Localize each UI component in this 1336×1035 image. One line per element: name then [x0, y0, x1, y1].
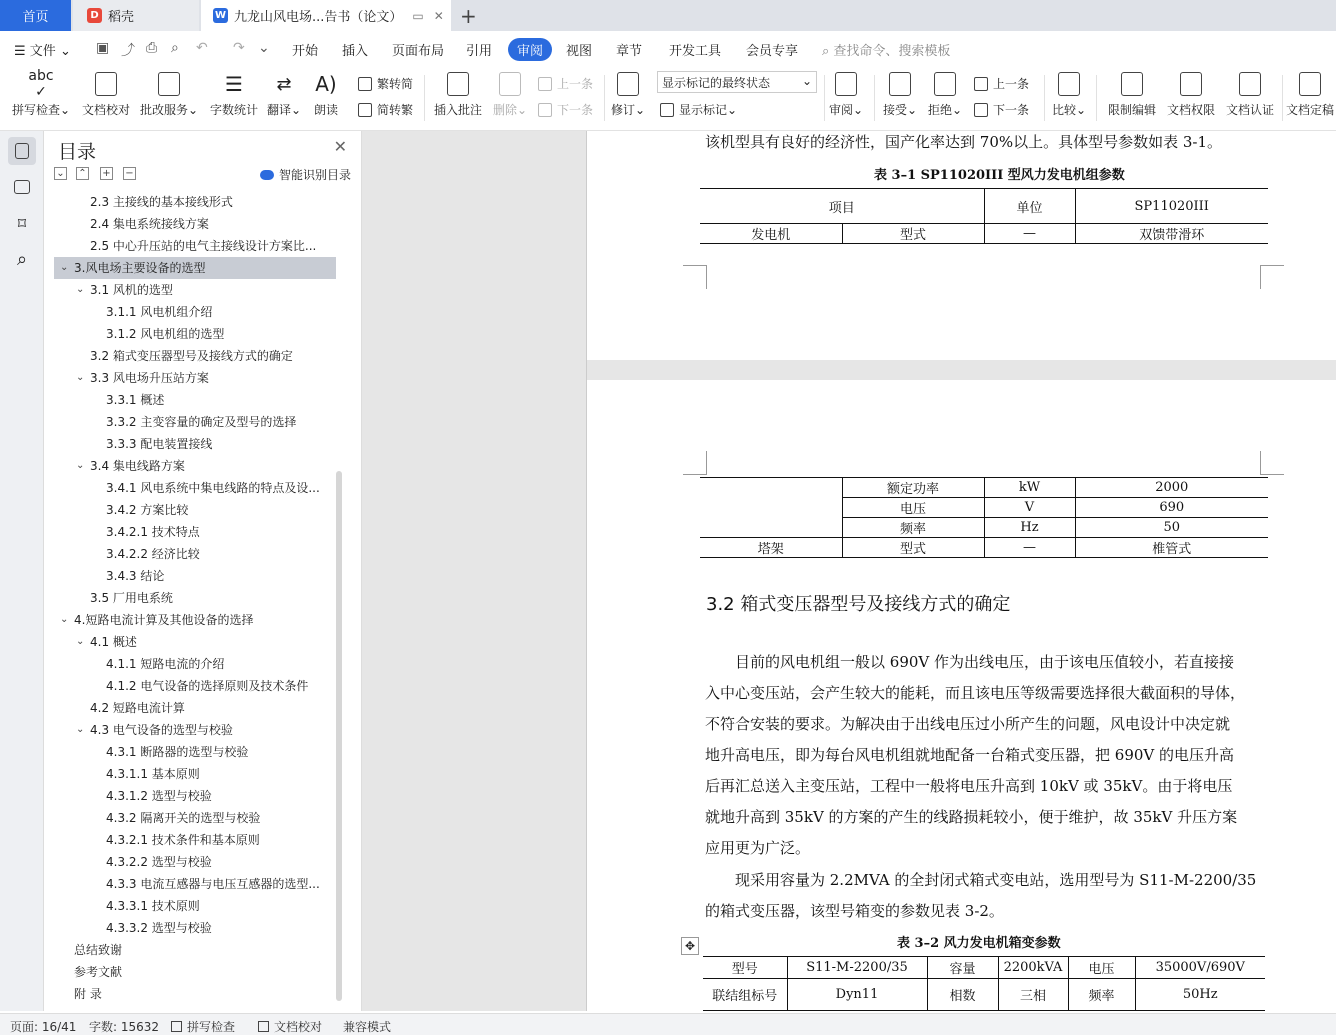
- paragraph-line: 就地升高到 35kV 的方案的产生的线路损耗较小，便于维护，故 35kV 升压方案: [705, 808, 1238, 826]
- print-preview-icon[interactable]: ⌕: [171, 40, 179, 56]
- tab-daoke-label: 稻壳: [108, 10, 135, 25]
- paragraph-line: 目前的风电机组一般以 690V 作为出线电压，由于该电压值较小，若直接接: [705, 653, 1235, 671]
- table-cell: Hz: [984, 518, 1075, 538]
- table-cell: V: [984, 498, 1075, 518]
- find-icon[interactable]: ⌕: [16, 248, 28, 270]
- menu-developer[interactable]: 开发工具: [669, 44, 722, 59]
- page-divider: [586, 131, 587, 1011]
- toc-item-label: 3.4.1 风电系统中集电线路的特点及设...: [106, 481, 320, 495]
- translate-icon: ⇄: [276, 73, 292, 95]
- toc-item-label: 4.3.3.2 选型与校验: [106, 921, 212, 935]
- chevron-down-icon[interactable]: ⌄: [76, 284, 85, 295]
- compare-icon: [1058, 72, 1080, 96]
- toc-add-icon[interactable]: +: [100, 167, 113, 180]
- table-cell: [700, 478, 842, 498]
- toc-item-label: 2.5 中心升压站的电气主接线设计方案比...: [90, 239, 317, 253]
- toc-item-label: 总结致谢: [74, 943, 123, 957]
- toc-item[interactable]: [54, 961, 336, 983]
- tab-home[interactable]: [0, 0, 71, 31]
- toc-item-label: 2.3 主接线的基本接线形式: [90, 195, 233, 209]
- table-cell: 35000V/690V: [1155, 960, 1245, 975]
- compare-button[interactable]: 比较⌄: [1050, 67, 1088, 129]
- table-cell: 三相: [998, 979, 1068, 1011]
- page-corner-mark: [1260, 265, 1284, 289]
- toc-item-label: 3.5 厂用电系统: [90, 591, 173, 605]
- command-search[interactable]: [822, 40, 950, 59]
- toc-item[interactable]: [54, 499, 336, 521]
- status-bar: [0, 1013, 1336, 1035]
- ribbon-review: [0, 67, 1336, 131]
- paragraph-line: 入中心变压站，会产生较大的能耗，而且该电压等级需要选择很大截面积的导体，: [705, 684, 1246, 702]
- toc-item-label: 3.风电场主要设备的选型: [74, 261, 206, 275]
- toc-item-label: 3.3.2 主变容量的确定及型号的选择: [106, 415, 297, 429]
- toc-item-label: 3.4.2.1 技术特点: [106, 525, 200, 539]
- toc-item[interactable]: [54, 917, 336, 939]
- table-caption: 表 3–1 SP11020III 型风力发电机组参数: [874, 168, 1125, 183]
- table-cell: 电压: [1068, 957, 1135, 979]
- reject-icon: [934, 72, 956, 96]
- paragraph-line: 地升高电压，即为每台风电机组就地配备一台箱式变压器，把 690V 的电压升高: [705, 746, 1235, 764]
- tab-daoke[interactable]: [73, 0, 199, 31]
- next-comment-icon: [538, 103, 552, 117]
- toc-item[interactable]: [54, 301, 336, 323]
- toc-item[interactable]: [54, 345, 336, 367]
- toc-title: 目录: [58, 141, 97, 163]
- tab-bar: [0, 0, 1336, 31]
- toc-item[interactable]: [54, 389, 336, 411]
- restrict-edit-icon: [1121, 72, 1143, 96]
- chevron-down-icon[interactable]: ⌄: [60, 614, 69, 625]
- table-cell: 型式: [842, 224, 984, 244]
- new-tab-icon[interactable]: +: [460, 4, 477, 28]
- table-cell: 频率: [842, 518, 984, 538]
- table-cell: 发电机: [700, 224, 842, 244]
- spell-check-icon: abc ✓: [28, 68, 54, 100]
- toc-item[interactable]: [54, 895, 336, 917]
- toc-item-label: 4.1.2 电气设备的选择原则及技术条件: [106, 679, 309, 693]
- toc-item[interactable]: [54, 235, 336, 257]
- track-changes-button[interactable]: 修订⌄: [610, 67, 646, 129]
- table-body: [703, 957, 1265, 1011]
- page-corner-mark: [683, 265, 707, 289]
- spell-check-status[interactable]: 拼写检查: [171, 1018, 235, 1035]
- toc-item[interactable]: [54, 785, 336, 807]
- accept-icon: [889, 72, 911, 96]
- nav-pane-icon[interactable]: [8, 173, 36, 201]
- show-markup-icon: [660, 103, 674, 117]
- restrict-edit-button[interactable]: 限制编辑: [1104, 67, 1160, 129]
- toc-item[interactable]: [54, 983, 336, 1005]
- toc-item[interactable]: [54, 609, 336, 631]
- table-cell: 50Hz: [1182, 987, 1218, 1002]
- toc-item[interactable]: [54, 829, 336, 851]
- page-corner-mark: [683, 451, 707, 475]
- word-count-status[interactable]: 字数: 15632: [89, 1020, 160, 1034]
- compat-mode-status: 兼容模式: [343, 1020, 392, 1034]
- chevron-down-icon[interactable]: ⌄: [76, 636, 85, 647]
- word-doc-icon: W: [214, 10, 227, 21]
- table-cell: 容量: [927, 957, 998, 979]
- toc-item-label: 4.3.2 隔离开关的选型与校验: [106, 811, 261, 825]
- toc-item-label: 4.3.2.1 技术条件和基本原则: [106, 833, 260, 847]
- table-cell: 2200kVA: [998, 957, 1068, 979]
- document-page: [587, 380, 1336, 1011]
- toc-item-label: 3.2 箱式变压器型号及接线方式的确定: [90, 349, 293, 363]
- toc-item[interactable]: [54, 653, 336, 675]
- chevron-down-icon: ⌄: [801, 74, 812, 88]
- paragraph-line: 现采用容量为 2.2MVA 的全封闭式箱式变电站，选用型号为 S11-M-2200/35: [705, 871, 1257, 889]
- table-cell: 50: [1163, 520, 1181, 535]
- read-aloud-button[interactable]: A) 朗读: [313, 72, 338, 117]
- trad-convert-icon: [358, 77, 372, 91]
- word-count-button[interactable]: ☰ 字数统计: [209, 72, 258, 117]
- daoke-icon: D: [87, 8, 102, 23]
- toc-item[interactable]: [54, 763, 336, 785]
- toc-item[interactable]: [54, 675, 336, 697]
- toc-item[interactable]: [54, 719, 336, 741]
- toc-item-label: 4.3.2.2 选型与校验: [106, 855, 212, 869]
- chevron-down-icon[interactable]: ⌄: [60, 262, 69, 273]
- table-cell: [700, 518, 842, 538]
- menu-review[interactable]: 审阅: [508, 38, 552, 61]
- toc-item[interactable]: [54, 455, 336, 477]
- tab-document-label: 九龙山风电场...告书（论文）: [234, 10, 403, 25]
- next-change-icon: [974, 103, 988, 117]
- show-markup-button[interactable]: 显示标记 ⌄: [660, 101, 737, 118]
- table-cell: 型式: [842, 538, 984, 558]
- toc-item[interactable]: [54, 565, 336, 587]
- window-restore-icon[interactable]: ▭: [412, 8, 424, 23]
- table-move-handle-icon[interactable]: ✥: [681, 937, 699, 955]
- table-cell: 相数: [927, 979, 998, 1011]
- read-aloud-icon: A): [315, 72, 337, 96]
- insert-comment-icon: [447, 72, 469, 96]
- menu-insert[interactable]: 插入: [342, 44, 369, 59]
- toc-item-label: 3.4.3 结论: [106, 569, 165, 583]
- toc-item-label: 3.3.1 概述: [106, 393, 165, 407]
- command-search-placeholder: 查找命令、搜索模板: [833, 44, 951, 59]
- toc-item[interactable]: [54, 411, 336, 433]
- next-change-button[interactable]: 下一条: [974, 101, 1029, 118]
- table-header-cell: SP11020III: [1134, 198, 1209, 214]
- save-icon[interactable]: ▣: [96, 40, 110, 56]
- data-table: [703, 956, 1265, 1011]
- markup-display-select[interactable]: 显示标记的最终状态 ⌄: [657, 71, 817, 93]
- document-page: [587, 131, 1336, 360]
- delete-comment-button[interactable]: 删除⌄: [492, 67, 528, 129]
- toc-item[interactable]: [54, 279, 336, 301]
- table-cell: kW: [984, 478, 1075, 498]
- toc-item[interactable]: [54, 323, 336, 345]
- toc-remove-icon[interactable]: −: [123, 167, 136, 180]
- table-header-cell: 项目: [700, 189, 984, 224]
- file-menu-label: 文件: [29, 44, 56, 59]
- review-pane-button[interactable]: 审阅⌄: [826, 67, 866, 129]
- page-indicator[interactable]: 页面: 16/41: [10, 1020, 77, 1034]
- toc-item[interactable]: [54, 873, 336, 895]
- print-icon[interactable]: ⎙: [146, 40, 158, 56]
- toc-item[interactable]: [54, 213, 336, 235]
- toc-item-label: 2.4 集电系统接线方案: [90, 217, 209, 231]
- table-header-cell: 单位: [984, 189, 1075, 224]
- toc-item[interactable]: [54, 697, 336, 719]
- smart-toc-icon: [260, 170, 274, 180]
- table-caption: 表 3–2 风力发电机箱变参数: [897, 936, 1061, 951]
- track-changes-icon: [617, 72, 639, 96]
- spell-check-button[interactable]: abc ✓ 拼写检查⌄: [11, 68, 71, 117]
- toc-item-label: 4.3 电气设备的选型与校验: [90, 723, 233, 737]
- toc-item-label: 3.4.2.2 经济比较: [106, 547, 200, 561]
- toc-item-label: 4.3.3 电流互感器与电压互感器的选型...: [106, 877, 320, 891]
- doc-proof-icon: [95, 72, 117, 96]
- toc-item-label: 3.1.2 风电机组的选型: [106, 327, 225, 341]
- toc-list: [54, 191, 336, 1005]
- document-canvas[interactable]: [362, 131, 1336, 1011]
- toc-item[interactable]: [54, 807, 336, 829]
- redo-icon[interactable]: ↷: [233, 40, 245, 56]
- toc-item-label: 4.1.1 短路电流的介绍: [106, 657, 225, 671]
- table-cell: —: [984, 224, 1075, 244]
- table-cell: 双馈带滑环: [1139, 228, 1205, 243]
- doc-proof-status[interactable]: 文档校对: [258, 1018, 322, 1035]
- toc-item[interactable]: [54, 367, 336, 389]
- toc-item[interactable]: [54, 191, 336, 213]
- toc-collapse-all-icon[interactable]: ⌃: [76, 167, 89, 180]
- batch-service-icon: [158, 72, 180, 96]
- toc-item[interactable]: [54, 433, 336, 455]
- toc-panel: [44, 131, 362, 1011]
- file-menu[interactable]: ☰ 文件 ⌄: [14, 44, 71, 59]
- translate-button[interactable]: ⇄ 翻译⌄: [266, 73, 302, 117]
- table-cell: 电压: [842, 498, 984, 518]
- paragraph-line: 后再汇总送入主变压站，工程中一般将电压升高到 10kV 或 35kV。由于将电压: [705, 777, 1233, 795]
- doc-rights-icon: [1180, 72, 1202, 96]
- table-cell: —: [984, 538, 1075, 558]
- search-icon: ⌕: [822, 44, 830, 59]
- doc-final-icon: [1299, 72, 1321, 96]
- table-cell: [700, 498, 842, 518]
- doc-final-button[interactable]: 文档定稿: [1284, 67, 1336, 129]
- menu-bar: [0, 31, 1336, 67]
- toc-item-label: 4.短路电流计算及其他设备的选择: [74, 613, 254, 627]
- toc-item[interactable]: [54, 477, 336, 499]
- table-cell: Dyn11: [787, 979, 927, 1011]
- checkbox-icon: [171, 1021, 182, 1032]
- toc-item-label: 3.3 风电场升压站方案: [90, 371, 209, 385]
- tab-home-label: 首页: [22, 10, 49, 25]
- toc-item-label: 参考文献: [74, 965, 123, 979]
- undo-icon[interactable]: ↶: [196, 40, 208, 56]
- table-cell: 联结组标号: [703, 979, 787, 1011]
- menu-chapter[interactable]: 章节: [616, 44, 643, 59]
- toc-item[interactable]: [54, 543, 336, 565]
- toc-item-label: 3.1 风机的选型: [90, 283, 173, 297]
- simp-convert-icon: [358, 103, 372, 117]
- accept-button[interactable]: 接受⌄: [880, 67, 920, 129]
- data-table: [700, 477, 1268, 558]
- paragraph-line: 的箱式变压器，该型号箱变的参数见表 3-2。: [705, 902, 1004, 920]
- toc-item[interactable]: [54, 521, 336, 543]
- toc-item[interactable]: [54, 587, 336, 609]
- toc-item-label: 4.3.1 断路器的选型与校验: [106, 745, 249, 759]
- prev-change-button[interactable]: 上一条: [974, 75, 1029, 92]
- table-cell: S11-M-2200/35: [787, 957, 927, 979]
- doc-cert-button[interactable]: 文档认证: [1222, 67, 1278, 129]
- to-simplified-button[interactable]: 简转繁: [358, 101, 413, 118]
- toc-item-label: 4.3.1.1 基本原则: [106, 767, 200, 781]
- proof-icon: [258, 1021, 269, 1032]
- toc-expand-all-icon[interactable]: ⌄: [54, 167, 67, 180]
- close-tab-icon[interactable]: ✕: [433, 8, 444, 23]
- chevron-down-icon[interactable]: ⌄: [76, 724, 85, 735]
- paragraph-line: 该机型具有良好的经济性，国产化率达到 70%以上。具体型号参数如表 3-1。: [705, 133, 1223, 151]
- to-traditional-button[interactable]: 繁转简: [358, 75, 413, 92]
- tab-document[interactable]: [201, 0, 451, 31]
- toc-scrollbar[interactable]: [336, 471, 342, 1001]
- prev-comment-icon: [538, 77, 552, 91]
- section-heading: 3.2 箱式变压器型号及接线方式的确定: [706, 594, 1011, 615]
- table-cell: 椎管式: [1152, 542, 1192, 557]
- word-count-icon: ☰: [225, 72, 243, 96]
- table-cell: 型号: [703, 957, 787, 979]
- prev-change-icon: [974, 77, 988, 91]
- toc-item-label: 4.3.3.1 技术原则: [106, 899, 200, 913]
- side-nav-strip: [0, 131, 44, 1011]
- toc-item-label: 4.1 概述: [90, 635, 137, 649]
- next-comment-button[interactable]: 下一条: [538, 101, 593, 118]
- table-cell: 2000: [1075, 478, 1268, 498]
- toc-item[interactable]: [54, 939, 336, 961]
- paragraph-line: 不符合安装的要求。为解决由于出线电压过小所产生的问题，风电设计中决定就: [705, 715, 1231, 733]
- menu-member[interactable]: 会员专享: [746, 44, 799, 59]
- table-cell: 额定功率: [842, 478, 984, 498]
- doc-rights-button[interactable]: 文档权限: [1164, 67, 1218, 129]
- toc-item[interactable]: [54, 631, 336, 653]
- toc-item-label: 3.1.1 风电机组介绍: [106, 305, 213, 319]
- table-cell: 塔架: [700, 538, 842, 558]
- page-corner-mark: [1260, 451, 1284, 475]
- toc-item-label: 3.4 集电线路方案: [90, 459, 185, 473]
- menu-view[interactable]: 视图: [566, 44, 593, 59]
- toc-item-label: 附 录: [74, 987, 102, 1001]
- chevron-down-icon[interactable]: ⌄: [76, 460, 85, 471]
- batch-service-button[interactable]: 批改服务⌄: [140, 67, 198, 129]
- paragraph-line: 应用更为广泛。: [705, 839, 811, 857]
- close-icon[interactable]: ✕: [333, 137, 347, 156]
- toc-item[interactable]: [54, 741, 336, 763]
- toc-item-label: 4.3.1.2 选型与校验: [106, 789, 212, 803]
- export-icon[interactable]: ⤴: [121, 43, 135, 59]
- chevron-down-icon[interactable]: ⌄: [76, 372, 85, 383]
- menu-references[interactable]: 引用: [466, 44, 493, 59]
- delete-comment-icon: [499, 72, 521, 96]
- data-table: [700, 188, 1268, 244]
- toc-item-label: 3.3.3 配电装置接线: [106, 437, 213, 451]
- toc-item[interactable]: [54, 257, 336, 279]
- toc-item[interactable]: [54, 851, 336, 873]
- prev-comment-button[interactable]: 上一条: [538, 75, 593, 92]
- doc-proof-button[interactable]: 文档校对: [80, 67, 132, 129]
- table-cell: 频率: [1068, 979, 1135, 1011]
- toc-panel-icon[interactable]: [8, 137, 36, 165]
- review-pane-icon: [835, 72, 857, 96]
- reject-button[interactable]: 拒绝⌄: [926, 67, 964, 129]
- customize-toolbar-icon[interactable]: ⌄: [258, 40, 270, 56]
- toc-item-label: 3.4.2 方案比较: [106, 503, 189, 517]
- menu-page-layout[interactable]: 页面布局: [392, 44, 445, 59]
- menu-start[interactable]: 开始: [292, 44, 319, 59]
- bookmark-icon[interactable]: ⌑: [17, 213, 27, 233]
- table-body: [700, 478, 1268, 558]
- table-cell: 690: [1075, 498, 1268, 518]
- doc-cert-icon: [1239, 72, 1261, 96]
- insert-comment-button[interactable]: 插入批注: [432, 67, 484, 129]
- smart-toc-button[interactable]: 智能识别目录: [260, 166, 351, 183]
- toc-item-label: 4.2 短路电流计算: [90, 701, 185, 715]
